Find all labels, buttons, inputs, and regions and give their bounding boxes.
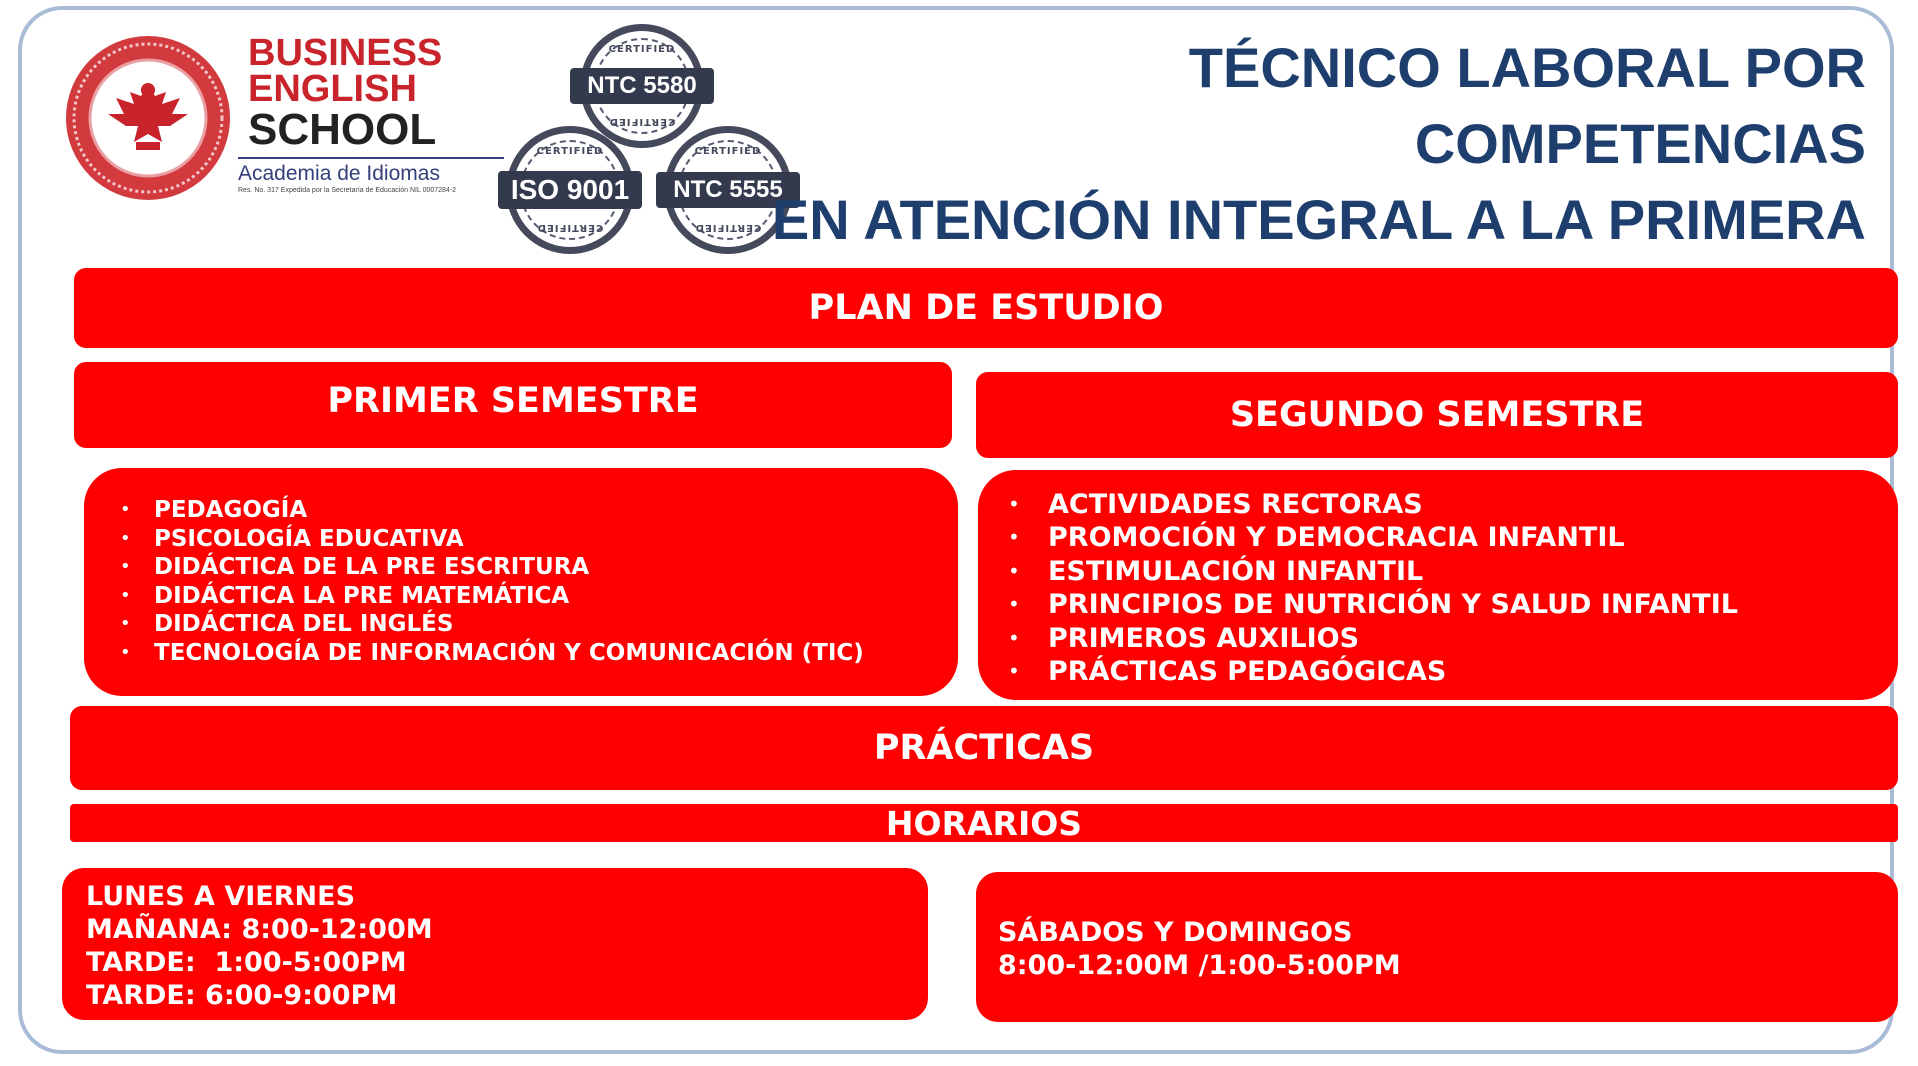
title-line1: TÉCNICO LABORAL POR COMPETENCIAS (1188, 36, 1866, 175)
weekday-schedule-panel (62, 868, 928, 1020)
schedule-line: LUNES A VIERNES (86, 881, 356, 912)
list-item: • DIDÁCTICA DE LA PRE ESCRITURA (154, 553, 864, 582)
brand-divider (238, 157, 504, 159)
brand-name-line1: BUSINESS (248, 32, 443, 74)
semester2-subjects-panel (978, 470, 1898, 700)
weekend-schedule-panel (976, 872, 1898, 1022)
certification-seal-iso9001 (506, 126, 634, 254)
seal-top-text: CERTIFIED (536, 146, 604, 157)
list-item: • TECNOLOGÍA DE INFORMACIÓN Y COMUNICACIÓN (TIC) (154, 639, 864, 668)
list-item: • ACTIVIDADES RECTORAS (1048, 488, 1738, 521)
seal-label: ISO 9001 (498, 171, 642, 209)
schedule-line: SÁBADOS Y DOMINGOS (998, 917, 1353, 948)
schedule-line: 8:00-12:00M /1:00-5:00PM (998, 950, 1401, 981)
seal-label: NTC 5580 (570, 68, 714, 104)
seal-bottom-text: CERTIFIED (608, 116, 676, 127)
schedule-line: TARDE: 1:00-5:00PM (86, 947, 407, 978)
list-item: • PEDAGOGÍA (154, 496, 864, 525)
semester2-subject-list (1048, 488, 1738, 688)
list-item: • PRIMEROS AUXILIOS (1048, 622, 1738, 655)
schedule-line: MAÑANA: 8:00-12:00M (86, 914, 433, 945)
semester1-subjects-panel (84, 468, 958, 696)
seal-label: NTC 5555 (656, 172, 800, 208)
plan-header: PLAN DE ESTUDIO (74, 268, 1898, 348)
list-item: • PSICOLOGÍA EDUCATIVA (154, 525, 864, 554)
brand-fineprint: Res. No. 317 Expedida por la Secretaría de Educación NIL 0007284-2 (238, 187, 457, 194)
school-logo (62, 34, 492, 204)
brand-name-line3: SCHOOL (248, 105, 437, 154)
seal-bottom-text: CERTIFIED (694, 222, 762, 233)
list-item: • DIDÁCTICA DEL INGLÉS (154, 610, 864, 639)
list-item: • PRINCIPIOS DE NUTRICIÓN Y SALUD INFANTIL (1048, 588, 1738, 621)
schedule-line: TARDE: 6:00-9:00PM (86, 980, 398, 1011)
eagle-seal-icon (62, 34, 238, 204)
brand-subtitle: Academia de Idiomas (238, 162, 440, 185)
weekend-schedule (998, 916, 1401, 982)
weekday-schedule (86, 880, 433, 1012)
seal-top-text: CERTIFIED (608, 44, 676, 55)
list-item: • PRÁCTICAS PEDAGÓGICAS (1048, 655, 1738, 688)
list-item: • ESTIMULACIÓN INFANTIL (1048, 555, 1738, 588)
horarios-header: HORARIOS (70, 804, 1898, 842)
title-line2: EN ATENCIÓN INTEGRAL A LA PRIMERA (771, 188, 1866, 251)
seal-top-text: CERTIFIED (694, 146, 762, 157)
list-item: • PROMOCIÓN Y DEMOCRACIA INFANTIL (1048, 521, 1738, 554)
seal-bottom-text: CERTIFIED (536, 222, 604, 233)
semester2-header: SEGUNDO SEMESTRE (976, 372, 1898, 458)
list-item: • DIDÁCTICA LA PRE MATEMÁTICA (154, 582, 864, 611)
semester1-subject-list (154, 496, 864, 668)
practicas-banner: PRÁCTICAS (70, 706, 1898, 790)
semester1-header: PRIMER SEMESTRE (74, 362, 952, 448)
brand-name-line2: ENGLISH (248, 68, 417, 110)
